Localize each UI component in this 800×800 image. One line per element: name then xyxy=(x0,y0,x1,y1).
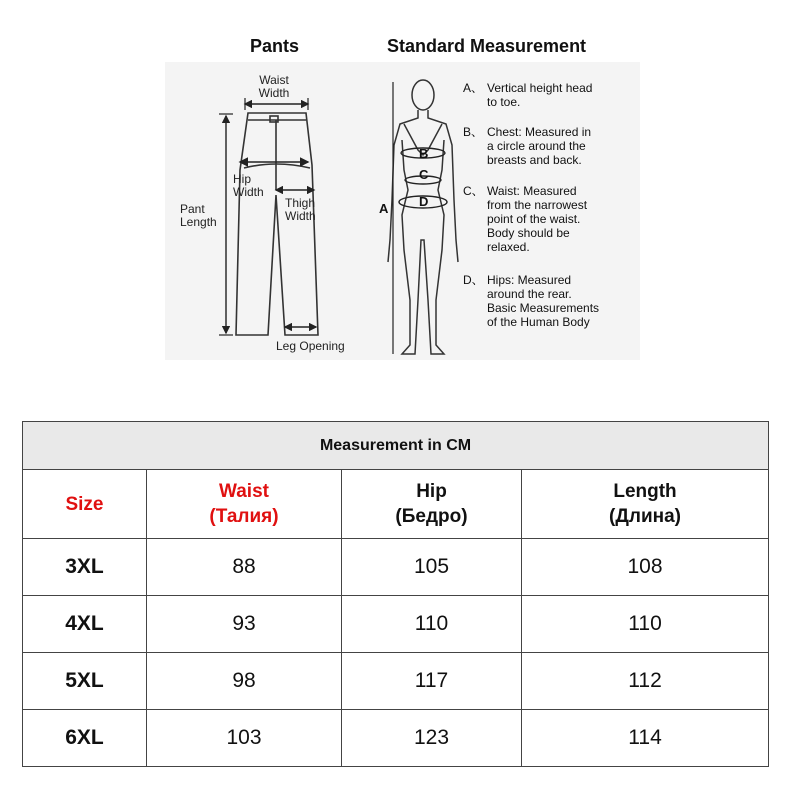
cell-waist: 98 xyxy=(147,653,342,710)
waist-width-label-line2: Width xyxy=(258,86,290,100)
table-row xyxy=(23,653,769,710)
header-hip-en: Hip xyxy=(416,481,447,502)
note-b-line: a circle around the xyxy=(487,139,586,153)
header-length-ru: (Длина) xyxy=(609,506,681,527)
note-b-line: breasts and back. xyxy=(487,153,582,167)
body-letter-c: C xyxy=(419,167,429,182)
pants-title: Pants xyxy=(250,36,300,56)
hip-width-label-line2: Width xyxy=(233,185,264,199)
thigh-width-label-line1: Thigh xyxy=(285,196,316,210)
body-silhouette xyxy=(388,80,458,354)
note-c-line: point of the waist. xyxy=(487,212,581,226)
pant-length-label xyxy=(180,203,217,229)
header-waist xyxy=(147,470,342,539)
standard-measurement-title: Standard Measurement xyxy=(387,36,587,56)
table-row xyxy=(23,539,769,596)
cell-waist: 93 xyxy=(147,596,342,653)
note-b-key: B、 xyxy=(463,125,484,139)
table-caption: Measurement in CM xyxy=(23,422,769,470)
size-table xyxy=(22,421,769,767)
hip-width-label xyxy=(233,173,264,199)
header-hip-ru: (Бедро) xyxy=(395,506,468,527)
note-c-key: C、 xyxy=(463,184,484,198)
note-d-line: of the Human Body xyxy=(487,315,590,329)
header-length-en: Length xyxy=(613,481,677,502)
note-a xyxy=(463,81,623,109)
cell-size: 3XL xyxy=(23,539,147,596)
cell-hip: 105 xyxy=(342,539,522,596)
cell-length: 110 xyxy=(522,596,769,653)
table-caption-row xyxy=(23,422,769,470)
cell-length: 114 xyxy=(522,710,769,767)
cell-hip: 123 xyxy=(342,710,522,767)
thigh-width-label xyxy=(285,197,316,223)
header-hip xyxy=(342,470,522,539)
note-c xyxy=(463,184,623,254)
cell-waist: 88 xyxy=(147,539,342,596)
note-c-line: Body should be xyxy=(487,226,570,240)
note-d-line: around the rear. xyxy=(487,287,572,301)
waist-width-label xyxy=(254,74,294,100)
waist-width-label-line1: Waist xyxy=(259,73,289,87)
note-d-line: Hips: Measured xyxy=(487,273,572,287)
leg-opening-label: Leg Opening xyxy=(276,339,345,353)
cell-size: 5XL xyxy=(23,653,147,710)
body-letter-b: B xyxy=(419,146,429,161)
cell-size: 6XL xyxy=(23,710,147,767)
pant-length-label-line2: Length xyxy=(180,215,217,229)
cell-length: 112 xyxy=(522,653,769,710)
cell-hip: 110 xyxy=(342,596,522,653)
note-a-line: to toe. xyxy=(487,95,521,109)
header-waist-ru: (Талия) xyxy=(209,506,279,527)
cell-size: 4XL xyxy=(23,596,147,653)
pant-length-label-line1: Pant xyxy=(180,202,205,216)
header-size: Size xyxy=(23,470,147,539)
header-waist-en: Waist xyxy=(219,481,269,502)
body-letter-a: A xyxy=(379,201,389,216)
table-header-row xyxy=(23,470,769,539)
note-b xyxy=(463,125,623,167)
table-row xyxy=(23,710,769,767)
body-letter-d: D xyxy=(419,194,429,209)
note-a-line: Vertical height head xyxy=(487,81,593,95)
hip-width-label-line1: Hip xyxy=(233,172,252,186)
table-row xyxy=(23,596,769,653)
note-c-line: from the narrowest xyxy=(487,198,588,212)
note-b-line: Chest: Measured in xyxy=(487,125,592,139)
cell-waist: 103 xyxy=(147,710,342,767)
note-d xyxy=(463,273,623,329)
cell-length: 108 xyxy=(522,539,769,596)
note-c-line: relaxed. xyxy=(487,240,530,254)
note-d-line: Basic Measurements xyxy=(487,301,600,315)
note-a-key: A、 xyxy=(463,81,484,95)
pants-drawing xyxy=(236,113,318,335)
thigh-width-label-line2: Width xyxy=(285,209,316,223)
note-d-key: D、 xyxy=(463,273,484,287)
header-length xyxy=(522,470,769,539)
note-c-line: Waist: Measured xyxy=(487,184,577,198)
cell-hip: 117 xyxy=(342,653,522,710)
